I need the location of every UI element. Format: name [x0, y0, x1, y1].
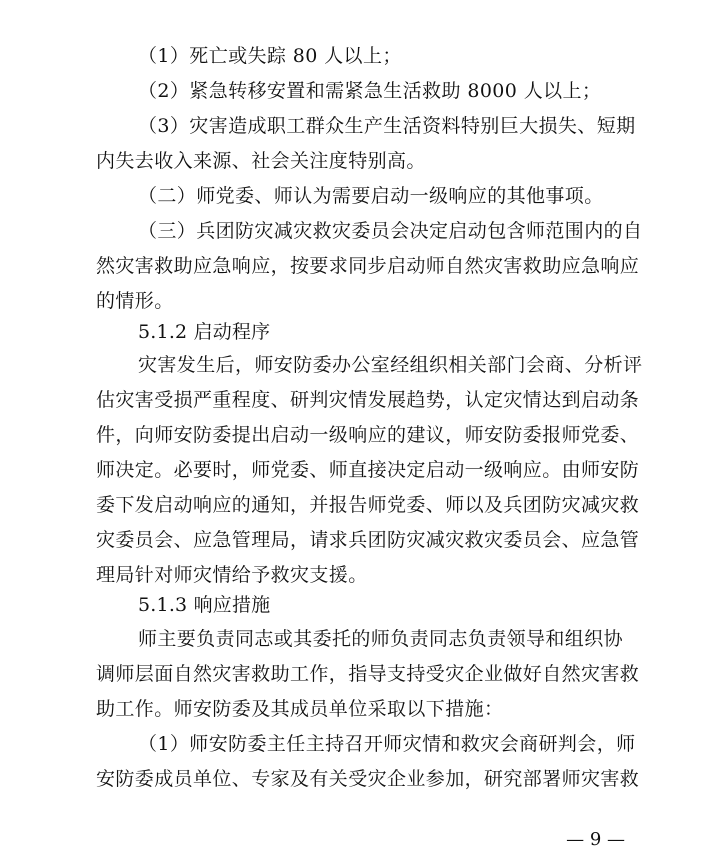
text-line: 师主要负责同志或其委托的师负责同志负责领导和组织协: [138, 628, 624, 650]
text-line: 内失去收入来源、社会关注度特别高。: [96, 150, 426, 172]
text-line: 然灾害救助应急响应，按要求同步启动师自然灾害救助应急响应: [96, 255, 640, 277]
text-line: 的情形。: [96, 290, 174, 312]
text-line: （三）兵团防灾减灾救灾委员会决定启动包含师范围内的自: [138, 220, 643, 242]
text-line: （3）灾害造成职工群众生产生活资料特别巨大损失、短期: [138, 115, 636, 137]
section-heading: 5.1.2 启动程序: [138, 321, 271, 343]
text-line: 灾害发生后，师安防委办公室经组织相关部门会商、分析评: [138, 354, 643, 376]
text-line: 理局针对师灾情给予救灾支援。: [96, 564, 368, 586]
page-number: — 9 —: [566, 829, 625, 850]
text-line: （2）紧急转移安置和需紧急生活救助 8000 人以上；: [138, 80, 602, 102]
text-line: 安防委成员单位、专家及有关受灾企业参加，研究部署师灾害救: [96, 768, 640, 790]
text-line: （1）师安防委主任主持召开师灾情和救灾会商研判会，师: [138, 733, 636, 755]
text-line: （二）师党委、师认为需要启动一级响应的其他事项。: [138, 185, 604, 207]
text-line: 调师层面自然灾害救助工作，指导支持受灾企业做好自然灾害救: [96, 663, 640, 685]
text-line: 灾委员会、应急管理局，请求兵团防灾减灾救灾委员会、应急管: [96, 529, 640, 551]
text-line: 件，向师安防委提出启动一级响应的建议，师安防委报师党委、: [96, 424, 640, 446]
section-heading: 5.1.3 响应措施: [138, 594, 271, 616]
text-line: 委下发启动响应的通知，并报告师党委、师以及兵团防灾减灾救: [96, 494, 640, 516]
text-line: 助工作。师安防委及其成员单位采取以下措施：: [96, 698, 504, 720]
text-line: 估灾害受损严重程度、研判灾情发展趋势，认定灾情达到启动条: [96, 389, 640, 411]
text-line: 师决定。必要时，师党委、师直接决定启动一级响应。由师安防: [96, 459, 640, 481]
text-line: （1）死亡或失踪 80 人以上；: [138, 45, 402, 67]
